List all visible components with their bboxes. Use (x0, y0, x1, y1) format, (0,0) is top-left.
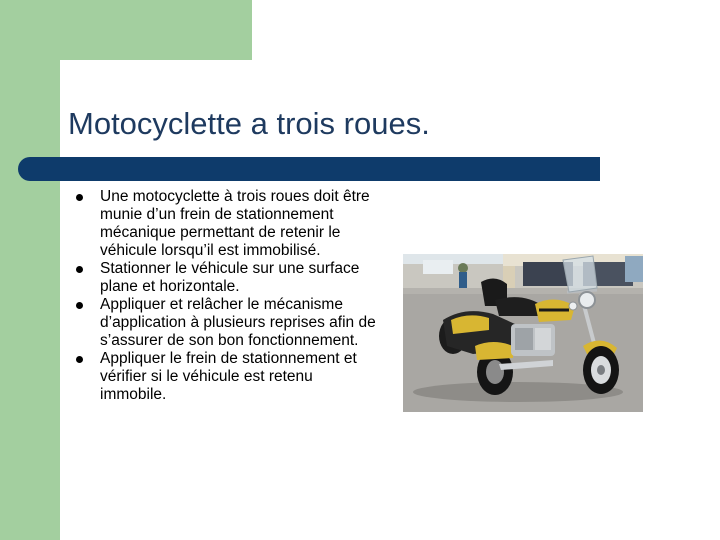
trike-photo (403, 254, 643, 412)
bullet-list (76, 188, 376, 404)
bullet-item: Une motocyclette à trois roues doit être munie d’un frein de stationnement mécanique permettant de retenir le véhicule lorsqu’il est immobilisé. (76, 188, 376, 260)
bullet-item: Appliquer le frein de stationnement et vérifier si le véhicule est retenu immobile. (76, 350, 376, 404)
bullet-item: Stationner le véhicule sur une surface plane et horizontale. (76, 260, 376, 296)
three-wheel-motorcycle-image (403, 254, 643, 412)
slide-title: Motocyclette a trois roues. (68, 106, 430, 141)
title-underline-bar (18, 157, 600, 181)
bullet-item: Appliquer et relâcher le mécanisme d’application à plusieurs reprises afin de s’assurer de son bon fonctionnement. (76, 296, 376, 350)
green-top-bar (0, 0, 252, 60)
green-side-bar (0, 0, 60, 540)
rounded-corner (60, 60, 100, 100)
